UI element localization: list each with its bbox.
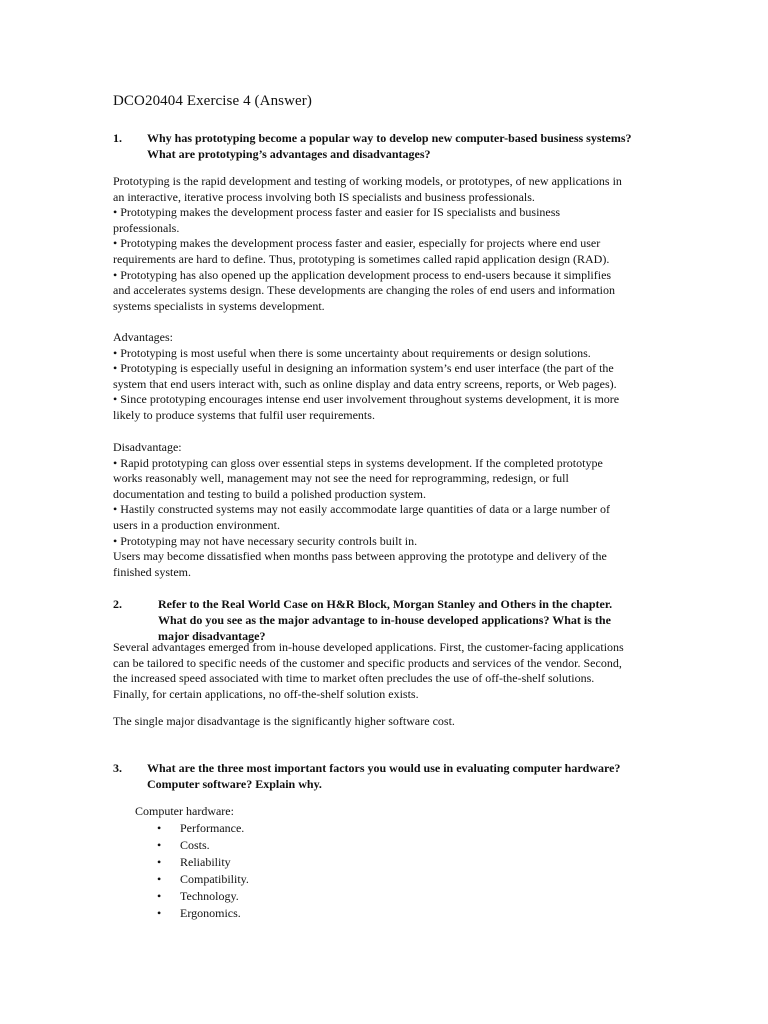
list-item-text: Reliability (180, 855, 231, 869)
text-line: can be tailored to specific needs of the customer and specific products and services of the vendor. Second, (113, 655, 622, 670)
text-line: • Hastily constructed systems may not easily accommodate large quantities of data or a large number of (113, 502, 610, 517)
list-item-text: Performance. (180, 821, 245, 835)
text-line: • Prototyping may not have necessary security controls built in. (113, 533, 418, 548)
text-line: • Prototyping has also opened up the application development process to end-users because it simplifies (113, 267, 612, 282)
text-line: the increased speed associated with time to market often precludes the use of off-the-shelf solutions. (113, 671, 595, 686)
bullet: • (157, 838, 162, 852)
q1-advantages (113, 330, 653, 424)
document-title: DCO20404 Exercise 4 (Answer) (113, 93, 313, 109)
question-text (147, 130, 677, 162)
hardware-heading: Computer hardware: (135, 804, 234, 818)
list-item-text: Compatibility. (180, 872, 249, 886)
question-line: major disadvantage? (158, 629, 266, 643)
text-line: Users may become dissatisfied when months pass between approving the prototype and delivery of the (113, 549, 607, 564)
list-item (135, 854, 249, 871)
text-line: Prototyping is the rapid development and testing of working models, or prototypes, of new applications in (113, 174, 622, 188)
text-line: system that end users interact with, such as online display and data entry screens, reports, or Web pages). (113, 376, 617, 391)
list-item-text: Technology. (180, 889, 239, 903)
q2-conclusion (113, 714, 653, 730)
list-item (135, 837, 249, 854)
list-item-text: Costs. (180, 838, 210, 852)
question-number: 3. (113, 761, 122, 775)
list-item (135, 888, 249, 905)
bullet: • (157, 855, 162, 869)
text-line: Several advantages emerged from in-house developed applications. First, the customer-facing applications (113, 640, 624, 654)
q2-answer (113, 640, 653, 702)
list-item (135, 820, 249, 837)
question-text (147, 760, 677, 792)
list-item-text: Ergonomics. (180, 906, 241, 920)
text-line: finished system. (113, 564, 191, 579)
question-line: What are prototyping’s advantages and disadvantages? (147, 147, 431, 161)
text-line: • Since prototyping encourages intense end user involvement throughout systems development, it is more (113, 392, 620, 407)
bullet: • (157, 906, 162, 920)
text-line: • Prototyping is most useful when there is some uncertainty about requirements or design solutions. (113, 345, 591, 360)
section-heading: Disadvantage: (113, 440, 182, 454)
text-line: and accelerates systems design. These developments are changing the roles of end users and information (113, 283, 615, 298)
text-line: works reasonably well, management may not see the need for reprogramming, redesign, or full (113, 471, 569, 486)
text-line: professionals. (113, 220, 180, 235)
question-line: What are the three most important factors you would use in evaluating computer hardware? (147, 761, 621, 775)
question-line: Computer software? Explain why. (147, 777, 322, 791)
text-line: • Prototyping makes the development process faster and easier, especially for projects where end user (113, 236, 601, 251)
text-line: likely to produce systems that fulfil user requirements. (113, 407, 375, 422)
hardware-list (135, 820, 249, 922)
bullet: • (157, 821, 162, 835)
question-line: Refer to the Real World Case on H&R Block, Morgan Stanley and Others in the chapter. (158, 597, 613, 611)
question-number: 2. (113, 597, 122, 611)
section-heading: Advantages: (113, 330, 173, 344)
hardware-factors (135, 803, 249, 922)
question-number: 1. (113, 131, 122, 145)
text-line: The single major disadvantage is the significantly higher software cost. (113, 714, 455, 728)
text-line: requirements are hard to define. Thus, prototyping is sometimes called rapid application design (RAD). (113, 251, 610, 266)
text-line: • Prototyping is especially useful in designing an information system’s end user interface (the part of the (113, 361, 614, 376)
list-item (135, 905, 249, 922)
text-line: documentation and testing to build a polished production system. (113, 486, 426, 501)
text-line: • Rapid prototyping can gloss over essential steps in systems development. If the completed prototype (113, 455, 603, 470)
text-line: an interactive, iterative process involving both IS specialists and business professionals. (113, 189, 535, 204)
text-line: users in a production environment. (113, 517, 280, 532)
text-line: Finally, for certain applications, no off-the-shelf solution exists. (113, 686, 419, 701)
text-line: • Prototyping makes the development process faster and easier for IS specialists and business (113, 205, 561, 220)
bullet: • (157, 889, 162, 903)
question-text (158, 596, 688, 644)
bullet: • (157, 872, 162, 886)
question-line: What do you see as the major advantage to in-house developed applications? What is the (158, 613, 611, 627)
question-line: Why has prototyping become a popular way to develop new computer-based business systems? (147, 131, 632, 145)
q1-disadvantages (113, 440, 653, 580)
list-item (135, 871, 249, 888)
q1-intro (113, 174, 653, 314)
text-line: systems specialists in systems development. (113, 298, 325, 313)
